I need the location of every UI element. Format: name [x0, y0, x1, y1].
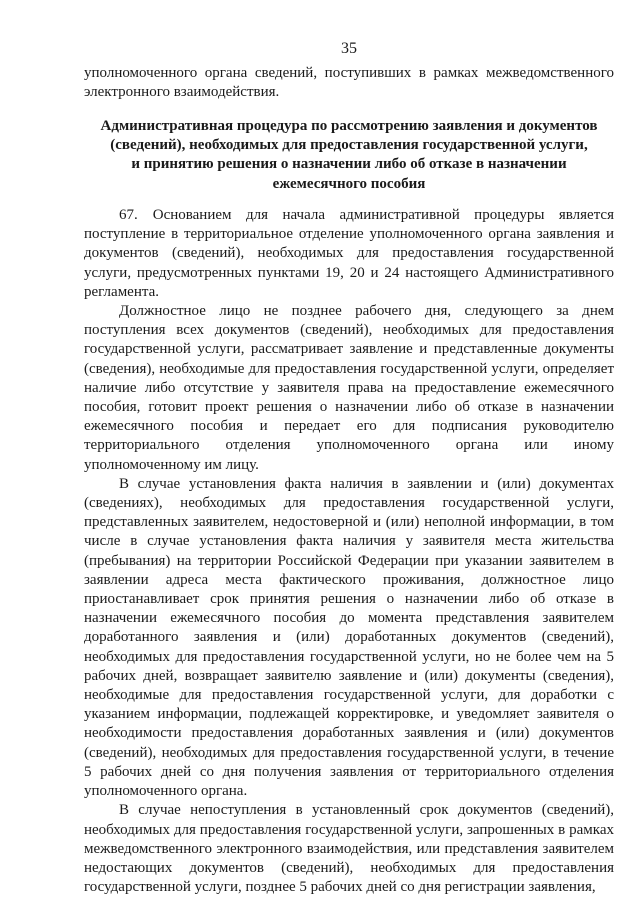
heading-line: и принятию решения о назначении либо об отказе в назначении — [131, 156, 567, 173]
heading-line: (сведений), необходимых для предоставления государственной услуги, — [110, 137, 588, 154]
continuation-text: уполномоченного органа сведений, поступивших в рамках межведомственного электронного взаимодействия. — [84, 65, 614, 101]
page-number: 35 — [341, 40, 357, 57]
paragraph-67: 67. Основанием для начала административной процедуры является поступление в территориальное отделение уполномоченного органа заявления и документов (сведений), необходимых для предоставления государственной услуги, предусмотренных пунктами 19, 20 и 24 настоящего Административного регламента. — [84, 207, 614, 300]
heading-line: Административная процедура по рассмотрению заявления и документов — [100, 118, 598, 134]
paragraph: Должностное лицо не позднее рабочего дня, следующего за днем поступления всех документов (сведений), необходимых для предоставления государственной услуги, рассматривает заявление и представленные документы (сведения), необходимые для предоставления государственной услуги, определяет наличие либо отсутствие у заявителя права на предоставление ежемесячного пособия, готовит проект решения о назначении либо об отказе в назначении ежемесячного пособия и передает его для подписания руководителю территориального отделения уполномоченного органа или иному уполномоченному им лицу. — [84, 303, 614, 473]
paragraph: В случае непоступления в установленный срок документов (сведений), необходимых для предоставления государственной услуги, запрошенных в рамках межведомственного электронного взаимодействия, или представления заявителем недостающих документов (сведений), необходимых для предоставления государственной услуги, позднее 5 рабочих дней со дня регистрации заявления, — [84, 802, 614, 896]
heading-line: ежемесячного пособия — [272, 175, 426, 192]
paragraph: В случае установления факта наличия в заявлении и (или) документах (сведениях), необходимых для предоставления государственной услуги, представленных заявителем, недостоверной и (или) неполной информации, в том числе в случае установления факта наличия у заявителя места жительства (пребывания) на территории Российской Федерации при указании заявителем в заявлении адреса места фактического проживания, должностное лицо приостанавливает срок принятия решения о назначении либо об отказе в назначении ежемесячного пособия до момента представления заявителем доработанного заявления и (или) доработанных документов (сведений), необходимых для предоставления государственной услуги, но не более чем на 5 рабочих дней, возвращает заявителю заявление и (или) документы (сведения), необходимые для предоставления государственной услуги, для доработки с указанием информации, подлежащей корректировке, и уведомляет заявителя о необходимости предоставления доработанных заявления и (или) документов (сведений), необходимых для предоставления государственной услуги, в течение 5 рабочих дней со дня получения заявления от территориального отделения уполномоченного органа. — [84, 475, 614, 800]
section-heading — [84, 117, 614, 194]
body-text — [84, 206, 614, 897]
